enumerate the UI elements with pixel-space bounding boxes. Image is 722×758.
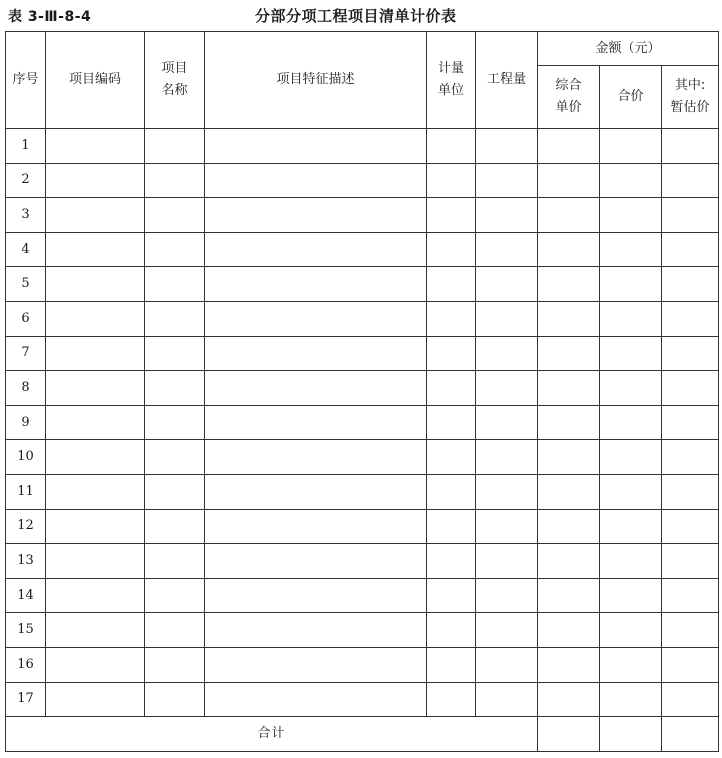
row-seq-cell: 6: [6, 301, 46, 336]
quantity-cell: [476, 544, 538, 579]
provisional-price-cell: [662, 267, 719, 302]
item-description-cell: [205, 232, 427, 267]
row-seq-cell: 9: [6, 405, 46, 440]
quantity-cell: [476, 129, 538, 164]
item-name-cell: [145, 474, 205, 509]
item-code-cell: [46, 198, 145, 233]
item-description-cell: [205, 509, 427, 544]
item-code-cell: [46, 129, 145, 164]
item-description-cell: [205, 405, 427, 440]
total-price-cell: [600, 129, 662, 164]
provisional-price-cell: [662, 198, 719, 233]
row-seq-cell: 11: [6, 474, 46, 509]
total-price-cell: [600, 198, 662, 233]
provisional-price-cell: [662, 647, 719, 682]
item-code-cell: [46, 474, 145, 509]
unit-cell: [427, 163, 476, 198]
quantity-cell: [476, 371, 538, 406]
provisional-price-cell: [662, 474, 719, 509]
provisional-price-cell: [662, 301, 719, 336]
total-row: [6, 717, 719, 752]
item-name-cell: [145, 267, 205, 302]
unit-cell: [427, 440, 476, 475]
header-unit-line1: 计量: [437, 61, 464, 76]
row-seq-cell: 7: [6, 336, 46, 371]
header-provisional-price: [662, 66, 719, 129]
item-description-cell: [205, 198, 427, 233]
item-name-cell: [145, 578, 205, 613]
item-code-cell: [46, 613, 145, 648]
header-quantity: 工程量: [476, 32, 538, 129]
total-price-cell: [600, 163, 662, 198]
unit-price-cell: [538, 371, 600, 406]
item-code-cell: [46, 647, 145, 682]
quantity-cell: [476, 613, 538, 648]
provisional-price-cell: [662, 129, 719, 164]
unit-price-cell: [538, 163, 600, 198]
provisional-price-cell: [662, 613, 719, 648]
header-unit-price: [538, 66, 600, 129]
item-name-cell: [145, 371, 205, 406]
unit-price-cell: [538, 336, 600, 371]
total-sum-cell: [600, 717, 662, 752]
header-provisional-line1: 其中:: [674, 78, 706, 93]
provisional-price-cell: [662, 371, 719, 406]
provisional-price-cell: [662, 682, 719, 717]
row-seq-cell: 2: [6, 163, 46, 198]
item-code-cell: [46, 578, 145, 613]
item-name-cell: [145, 198, 205, 233]
item-name-cell: [145, 163, 205, 198]
unit-price-cell: [538, 232, 600, 267]
provisional-price-cell: [662, 578, 719, 613]
unit-price-cell: [538, 198, 600, 233]
total-price-cell: [600, 474, 662, 509]
unit-cell: [427, 232, 476, 267]
table-row: [6, 198, 719, 233]
quantity-cell: [476, 509, 538, 544]
item-description-cell: [205, 647, 427, 682]
provisional-price-cell: [662, 440, 719, 475]
table-row: [6, 405, 719, 440]
item-description-cell: [205, 163, 427, 198]
total-label: 合计: [6, 717, 538, 752]
total-provisional-cell: [662, 717, 719, 752]
table-row: [6, 336, 719, 371]
unit-cell: [427, 544, 476, 579]
item-code-cell: [46, 405, 145, 440]
item-code-cell: [46, 371, 145, 406]
table-row: [6, 578, 719, 613]
unit-price-cell: [538, 440, 600, 475]
item-description-cell: [205, 336, 427, 371]
unit-cell: [427, 129, 476, 164]
total-cell-empty: [538, 717, 600, 752]
quantity-cell: [476, 578, 538, 613]
unit-cell: [427, 336, 476, 371]
header-item-name-line2: 名称: [161, 83, 188, 98]
total-price-cell: [600, 578, 662, 613]
bill-of-quantities-table: [5, 31, 719, 752]
table-title: 分部分项工程项目清单计价表: [255, 7, 457, 25]
header-total-price: 合价: [600, 66, 662, 129]
item-name-cell: [145, 232, 205, 267]
item-name-cell: [145, 405, 205, 440]
table-caption: [0, 0, 722, 30]
header-unit: [427, 32, 476, 129]
quantity-cell: [476, 163, 538, 198]
provisional-price-cell: [662, 509, 719, 544]
table-row: [6, 544, 719, 579]
unit-price-cell: [538, 129, 600, 164]
table-row: [6, 232, 719, 267]
item-code-cell: [46, 336, 145, 371]
table-row: [6, 440, 719, 475]
table-row: [6, 613, 719, 648]
table-row: [6, 267, 719, 302]
unit-cell: [427, 371, 476, 406]
quantity-cell: [476, 682, 538, 717]
item-name-cell: [145, 509, 205, 544]
item-description-cell: [205, 578, 427, 613]
table-row: [6, 682, 719, 717]
row-seq-cell: 8: [6, 371, 46, 406]
item-code-cell: [46, 509, 145, 544]
total-price-cell: [600, 232, 662, 267]
row-seq-cell: 15: [6, 613, 46, 648]
item-code-cell: [46, 232, 145, 267]
row-seq-cell: 14: [6, 578, 46, 613]
item-code-cell: [46, 301, 145, 336]
header-unit-line2: 单位: [437, 83, 464, 98]
unit-price-cell: [538, 544, 600, 579]
header-provisional-line2: 暂估价: [670, 100, 710, 115]
item-name-cell: [145, 682, 205, 717]
header-item-name-line1: 项目: [161, 61, 188, 76]
item-code-cell: [46, 163, 145, 198]
total-price-cell: [600, 647, 662, 682]
header-seq: 序号: [6, 32, 46, 129]
item-name-cell: [145, 613, 205, 648]
item-name-cell: [145, 129, 205, 164]
total-price-cell: [600, 301, 662, 336]
unit-price-cell: [538, 578, 600, 613]
unit-cell: [427, 405, 476, 440]
provisional-price-cell: [662, 544, 719, 579]
item-description-cell: [205, 544, 427, 579]
item-name-cell: [145, 440, 205, 475]
provisional-price-cell: [662, 232, 719, 267]
unit-price-cell: [538, 509, 600, 544]
total-price-cell: [600, 267, 662, 302]
unit-cell: [427, 682, 476, 717]
quantity-cell: [476, 301, 538, 336]
item-description-cell: [205, 371, 427, 406]
item-description-cell: [205, 682, 427, 717]
unit-price-cell: [538, 267, 600, 302]
unit-cell: [427, 301, 476, 336]
header-unit-price-line1: 综合: [555, 78, 582, 93]
row-seq-cell: 17: [6, 682, 46, 717]
header-amount: 金额（元）: [538, 32, 719, 66]
row-seq-cell: 1: [6, 129, 46, 164]
table-row: [6, 474, 719, 509]
unit-cell: [427, 613, 476, 648]
quantity-cell: [476, 267, 538, 302]
table-row: [6, 163, 719, 198]
unit-cell: [427, 267, 476, 302]
item-code-cell: [46, 682, 145, 717]
unit-cell: [427, 578, 476, 613]
quantity-cell: [476, 232, 538, 267]
total-price-cell: [600, 371, 662, 406]
total-price-cell: [600, 682, 662, 717]
total-price-cell: [600, 440, 662, 475]
total-price-cell: [600, 405, 662, 440]
quantity-cell: [476, 198, 538, 233]
row-seq-cell: 16: [6, 647, 46, 682]
item-name-cell: [145, 301, 205, 336]
row-seq-cell: 3: [6, 198, 46, 233]
unit-price-cell: [538, 647, 600, 682]
table-number: 表 3-Ⅲ-8-4: [8, 9, 92, 25]
unit-price-cell: [538, 474, 600, 509]
item-code-cell: [46, 544, 145, 579]
row-seq-cell: 10: [6, 440, 46, 475]
quantity-cell: [476, 336, 538, 371]
total-price-cell: [600, 509, 662, 544]
item-code-cell: [46, 267, 145, 302]
header-item-description: 项目特征描述: [205, 32, 427, 129]
row-seq-cell: 12: [6, 509, 46, 544]
unit-cell: [427, 647, 476, 682]
header-unit-price-line2: 单价: [555, 100, 582, 115]
item-description-cell: [205, 474, 427, 509]
quantity-cell: [476, 405, 538, 440]
unit-cell: [427, 198, 476, 233]
unit-price-cell: [538, 613, 600, 648]
total-price-cell: [600, 336, 662, 371]
header-row-1: [6, 32, 719, 66]
item-code-cell: [46, 440, 145, 475]
table-row: [6, 647, 719, 682]
header-item-name: [145, 32, 205, 129]
provisional-price-cell: [662, 405, 719, 440]
quantity-cell: [476, 647, 538, 682]
unit-price-cell: [538, 682, 600, 717]
provisional-price-cell: [662, 336, 719, 371]
table-row: [6, 301, 719, 336]
unit-price-cell: [538, 405, 600, 440]
table-body: [6, 129, 719, 717]
item-name-cell: [145, 647, 205, 682]
table-row: [6, 371, 719, 406]
item-description-cell: [205, 301, 427, 336]
item-description-cell: [205, 440, 427, 475]
table-row: [6, 129, 719, 164]
unit-cell: [427, 474, 476, 509]
unit-cell: [427, 509, 476, 544]
total-price-cell: [600, 544, 662, 579]
total-price-cell: [600, 613, 662, 648]
row-seq-cell: 5: [6, 267, 46, 302]
table-row: [6, 509, 719, 544]
item-name-cell: [145, 544, 205, 579]
item-description-cell: [205, 129, 427, 164]
quantity-cell: [476, 474, 538, 509]
unit-price-cell: [538, 301, 600, 336]
provisional-price-cell: [662, 163, 719, 198]
item-description-cell: [205, 613, 427, 648]
quantity-cell: [476, 440, 538, 475]
row-seq-cell: 4: [6, 232, 46, 267]
header-item-code: 项目编码: [46, 32, 145, 129]
item-description-cell: [205, 267, 427, 302]
item-name-cell: [145, 336, 205, 371]
row-seq-cell: 13: [6, 544, 46, 579]
